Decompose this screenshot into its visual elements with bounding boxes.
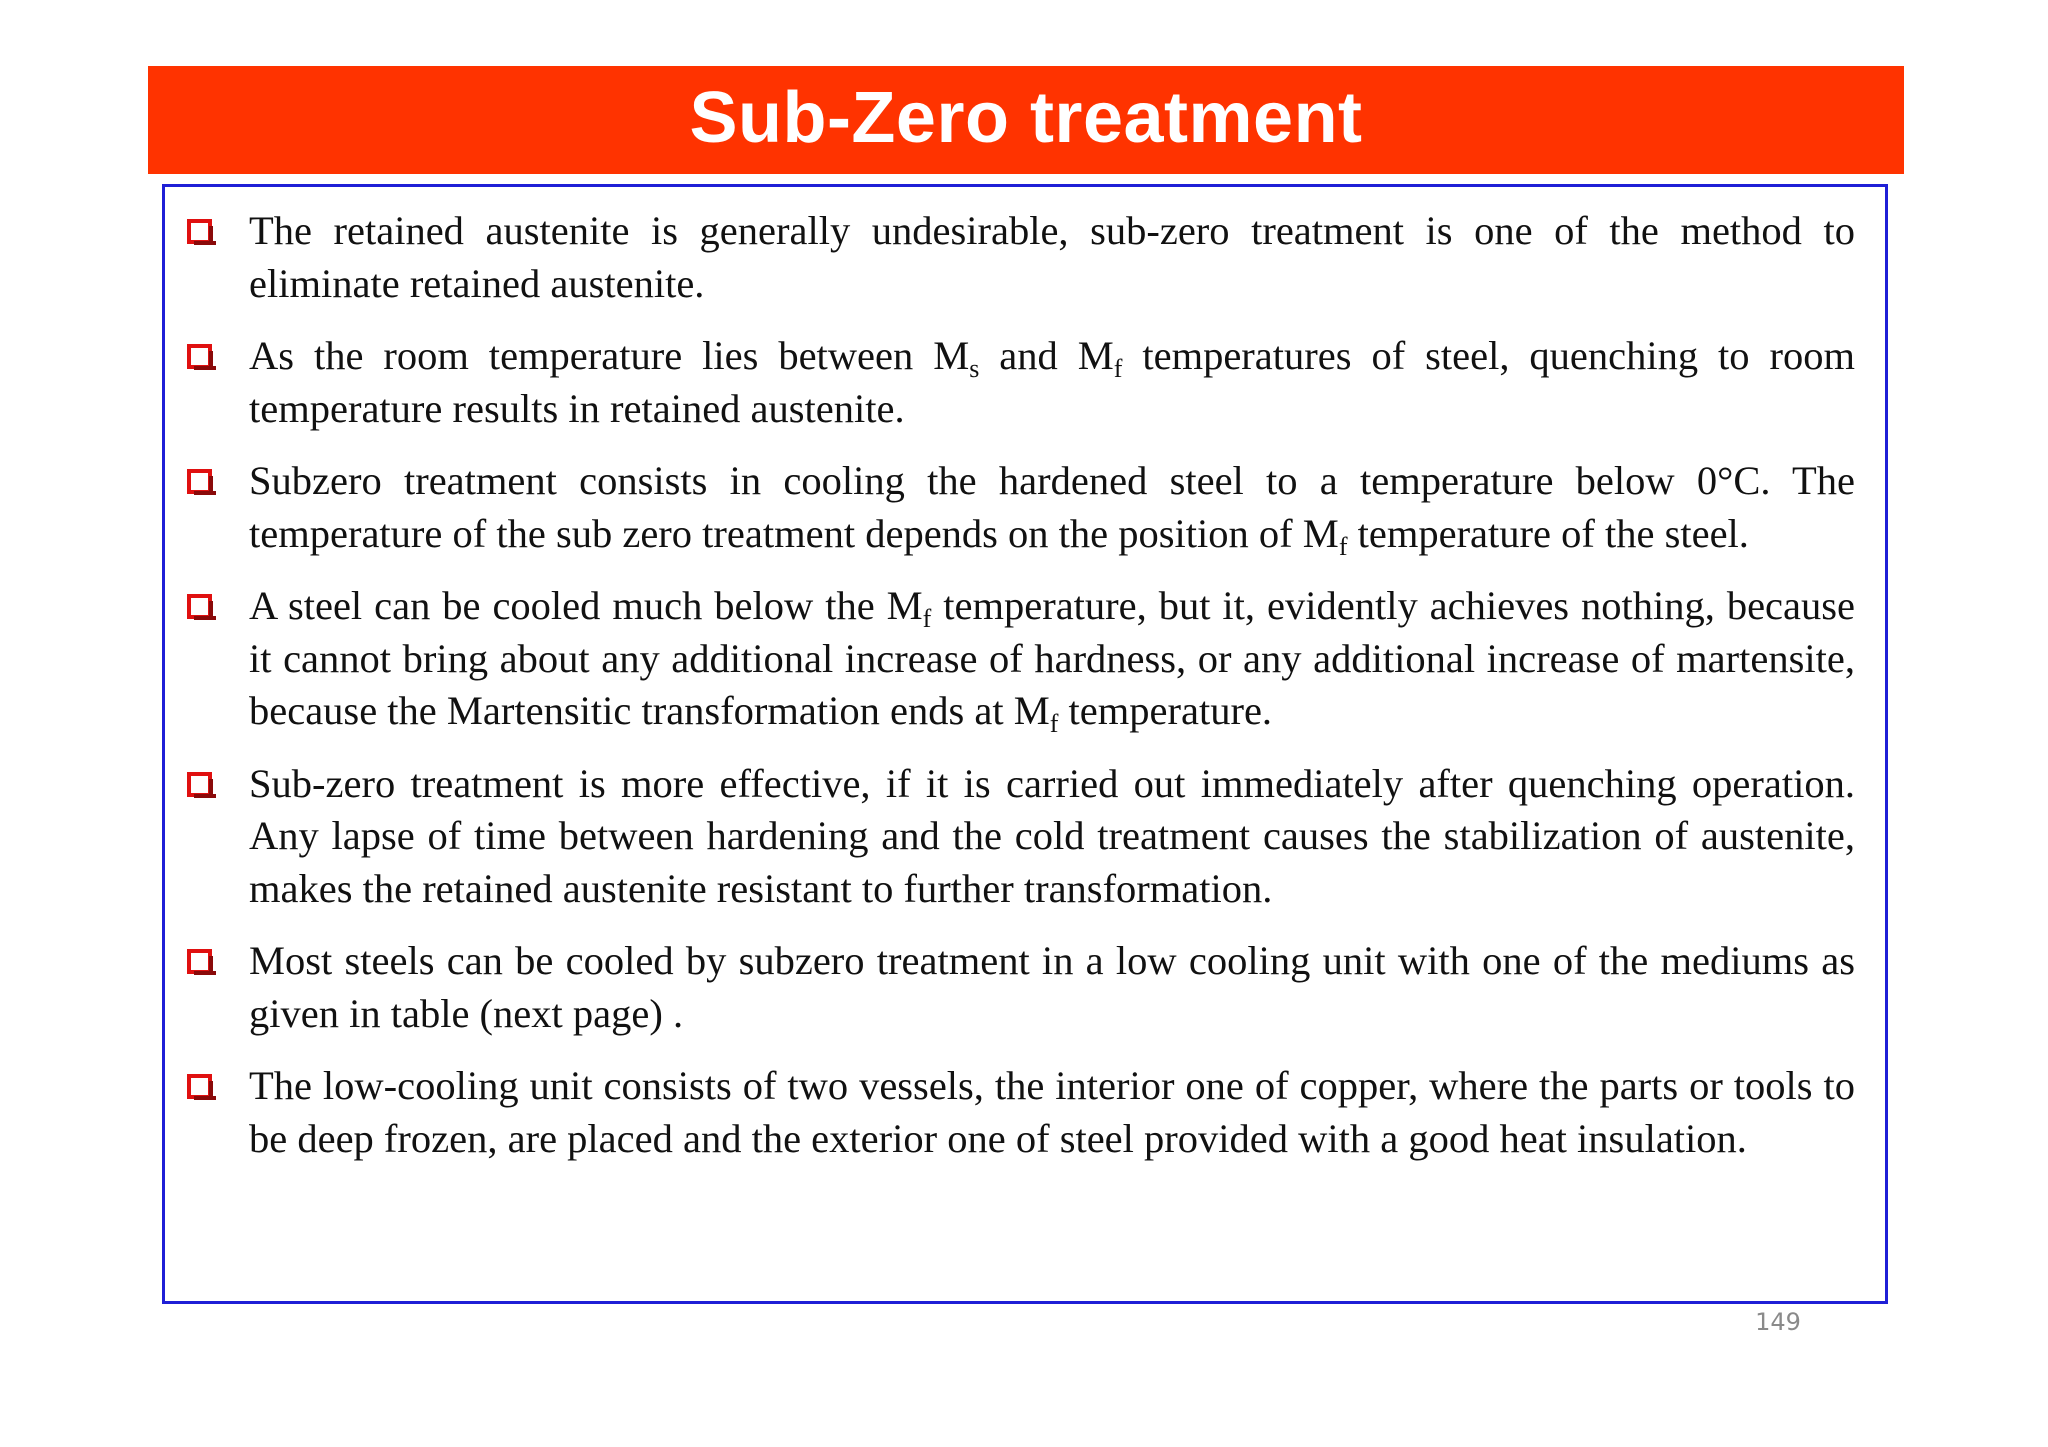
subscript: s (969, 354, 980, 383)
bullet-text: A steel can be cooled much below the M (249, 583, 923, 628)
bullet-item (185, 580, 1855, 738)
slide-title: Sub-Zero treatment (689, 78, 1363, 158)
bullet-item (185, 758, 1855, 916)
checkbox-bullet-icon (187, 1074, 212, 1099)
page-number: 149 (1755, 1308, 1801, 1336)
checkbox-bullet-icon (187, 772, 212, 797)
bullet-text: temperature. (1058, 688, 1273, 733)
title-bar (148, 66, 1904, 174)
bullet-text: Most steels can be cooled by subzero treatment in a low cooling unit with one of the mediums as given in table (next page) . (249, 938, 1855, 1036)
bullet-item (185, 455, 1855, 560)
bullet-text: Subzero treatment consists in cooling the hardened steel to a temperature below 0°C. The temperature of the sub zero treatment depends on the position of M (249, 458, 1855, 556)
bullet-text: As the room temperature lies between M (249, 333, 970, 378)
checkbox-bullet-icon (187, 949, 212, 974)
bullet-text: temperature, but it, evidently achieves nothing, because it cannot bring about any additional increase of hardness, or any additional increase of martensite, because the Martensitic transformation ends at M (249, 583, 1855, 733)
bullet-item (185, 1060, 1855, 1165)
bullet-list (185, 205, 1855, 1185)
bullet-text: temperature of the steel. (1347, 510, 1749, 556)
checkbox-bullet-icon (187, 469, 212, 494)
subscript: f (1338, 531, 1348, 561)
subscript: f (1049, 709, 1059, 738)
bullet-item (185, 330, 1855, 435)
bullet-text: The retained austenite is generally undesirable, sub-zero treatment is one of the method to eliminate retained austenite. (249, 208, 1855, 306)
checkbox-bullet-icon (187, 594, 212, 619)
bullet-item (185, 935, 1855, 1040)
content-box (162, 184, 1888, 1304)
bullet-text: Sub-zero treatment is more effective, if it is carried out immediately after quenching operation. Any lapse of time between hardening and the cold treatment causes the stabilization of austenite, makes the retained austenite resistant to further transformation. (249, 760, 1855, 911)
bullet-text: temperatures of steel, quenching to room temperature results in retained austenite. (249, 333, 1855, 431)
checkbox-bullet-icon (187, 344, 212, 369)
subscript: f (922, 604, 932, 633)
bullet-text: The low-cooling unit consists of two vessels, the interior one of copper, where the parts or tools to be deep frozen, are placed and the exterior one of steel provided with a good heat insulation. (249, 1063, 1855, 1161)
checkbox-bullet-icon (187, 219, 212, 244)
bullet-text: and M (979, 333, 1114, 378)
subscript: f (1113, 354, 1123, 383)
bullet-item (185, 205, 1855, 310)
